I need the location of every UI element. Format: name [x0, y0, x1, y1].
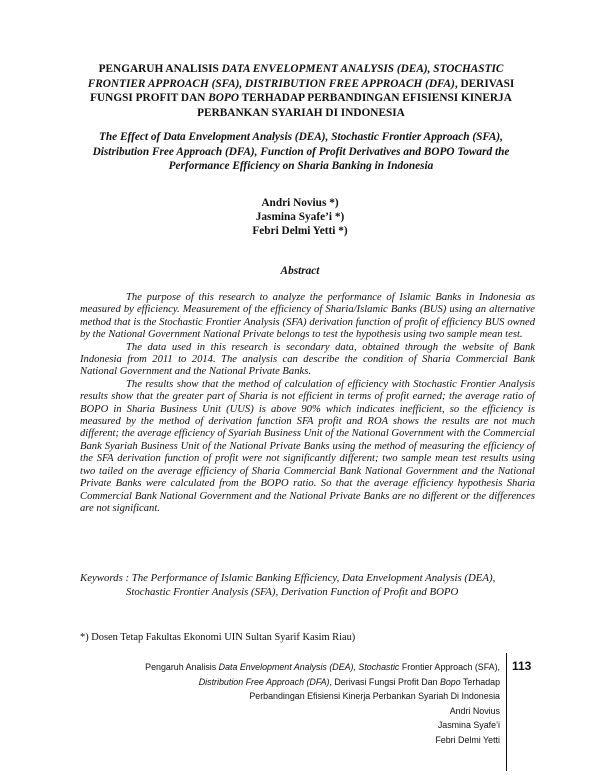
paper-title [78, 62, 524, 120]
running-head-line: Perbandingan Efisiensi Kinerja Perbankan Syariah Di Indonesia [249, 691, 500, 701]
title-part: PENGARUH ANALISIS [98, 63, 222, 75]
running-head [80, 660, 500, 747]
page-divider [506, 653, 507, 771]
keywords-line: Stochastic Frontier Analysis (SFA), Derivation Function of Profit and BOPO [126, 585, 459, 598]
keywords-line: Keywords : The Performance of Islamic Banking Efficiency, Data Envelopment Analysis (DEA), [80, 572, 496, 584]
title-part: TERHADAP PERBANDINGAN EFISIENSI KINERJA PERBANKAN SYARIAH DI INDONESIA [197, 92, 512, 119]
running-head-author: Febri Delmi Yetti [435, 734, 500, 745]
page-number: 113 [512, 659, 532, 673]
keywords [80, 572, 540, 599]
title-part: , DERIVASI FUNGSI PROFIT DAN [90, 77, 515, 105]
running-head-line: Distribution Free Approach (DFA), Derivasi Fungsi Profit Dan Bopo Terhadap [198, 676, 500, 687]
abstract-paragraph: The results show that the method of calculation of efficiency with Stochastic Frontier Analysis results show that the greater part of Sharia is not efficient in terms of profit earned; the average ratio of BOPO in Sharia Business Unit (UUS) is above 90% which indicates inefficient, so the efficiency is measured by the method of derivation function SFA profit and ROA shows the results are not much different; the average efficiency of Syariah Business Unit of the National Government with the Commercial Bank Syariah Business Unit of the National Private Banks using the method of measuring the efficiency of the SFA derivation function of profit were not significantly different; two sample mean test results using two tailed on the average efficiency of Sharia Commercial Bank National Government and the National Private Banks were calculated from the BOPO ratio. So that the average efficiency hypothesis Sharia Commercial Bank National Government and the National Private Banks are no different or the differences are not significant. [80, 378, 535, 514]
abstract-body [80, 292, 535, 515]
affiliation-footnote: *) Dosen Tetap Fakultas Ekonomi UIN Sultan Syarif Kasim Riau) [80, 632, 356, 643]
running-head-author: Jasmina Syafe’i [437, 720, 500, 730]
title-part-italic: DATA ENVELOPMENT ANALYSIS (DEA), STOCHASTIC FRONTIER APPROACH (SFA), DISTRIBUTION FREE APPROACH (DFA) [87, 63, 504, 90]
author-name: Andri Novius *) [261, 197, 339, 209]
author-name: Febri Delmi Yetti *) [252, 225, 348, 237]
running-head-line: Pengaruh Analisis Data Envelopment Analysis (DEA), Stochastic Frontier Approach (SFA), [145, 662, 500, 672]
running-head-author: Andri Novius [449, 705, 500, 716]
english-title: The Effect of Data Envelopment Analysis (DEA), Stochastic Frontier Approach (SFA), Distribution Free Approach (DFA), Function of Profit Derivatives and BOPO Toward the Performance Efficiency on Sharia Banking in Indonesia [92, 131, 510, 173]
title-part-italic: BOPO [208, 92, 239, 105]
abstract-heading: Abstract [280, 265, 320, 277]
abstract-paragraph: The purpose of this research to analyze the performance of Islamic Banks in Indonesia as measured by efficiency. Measurement of the efficiency of Sharia/Islamic Banks (BUS) using an alternative method that is the Stochastic Frontier Analysis (SFA) derivation function of profit of efficiency BUS owned by the National Government National Private belongs to test the hypothesis using two sample mean test. [80, 292, 535, 341]
abstract-paragraph: The data used in this research is secondary data, obtained through the website of Bank Indonesia from 2011 to 2014. The analysis can describe the condition of Sharia Commercial Bank National Government and the National Private Banks. [80, 341, 535, 378]
author-list [150, 196, 450, 238]
author-name: Jasmina Syafe’i *) [255, 211, 345, 223]
